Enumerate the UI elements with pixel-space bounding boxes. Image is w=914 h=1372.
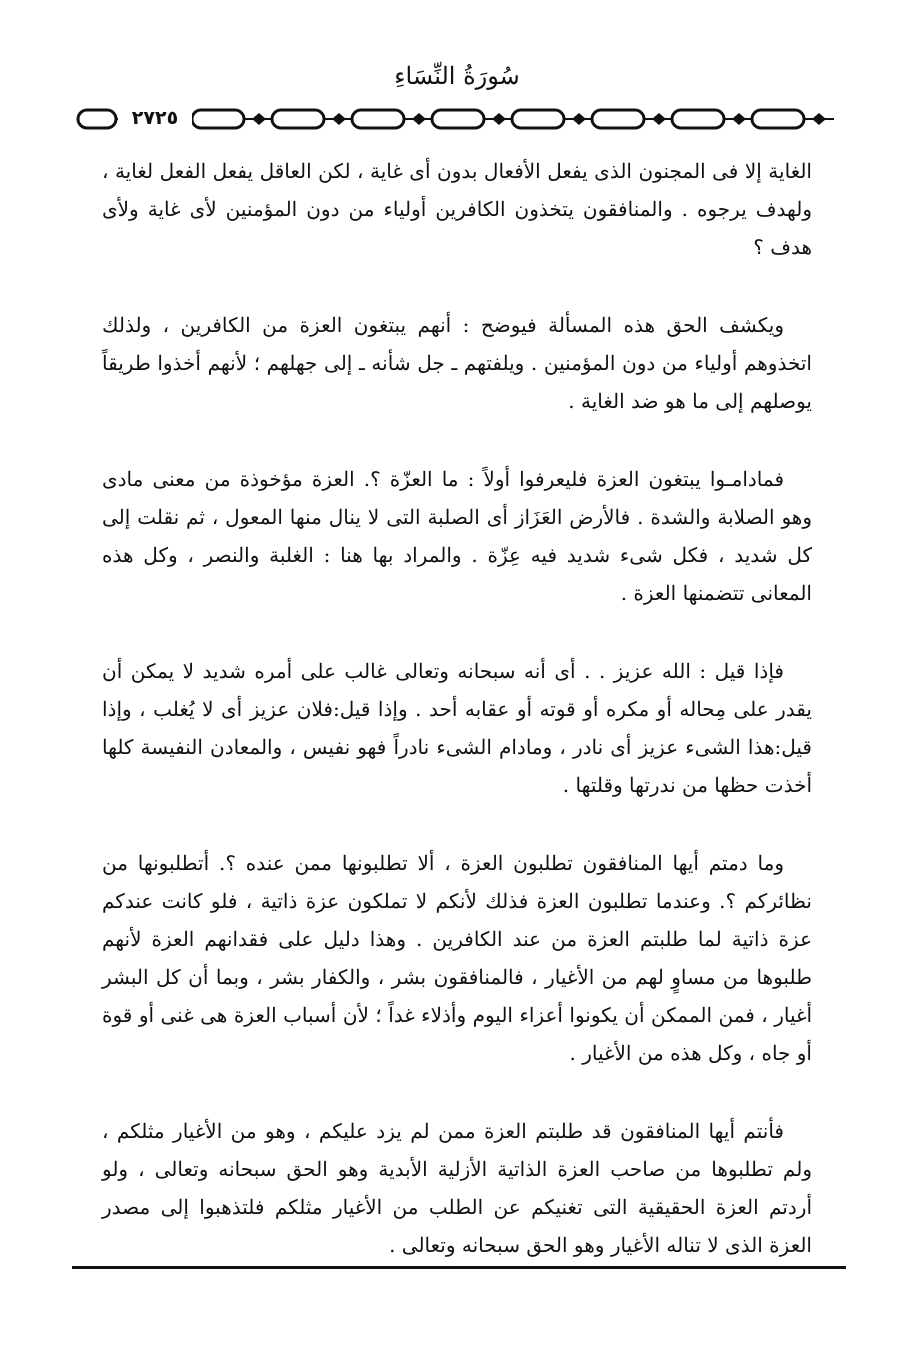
page-number: ٢٧٢٥	[118, 104, 192, 132]
surah-title: سُورَةُ النِّسَاءِ	[394, 62, 520, 90]
paragraph: فأنتم أيها المنافقون قد طلبتم العزة ممن لم يزد عليكم ، وهو من الأغيار مثلكم ، ولم تطلبوها من صاحب العزة الذاتية الأزلية الأبدية وهو الحق سبحانه وتعالى ، ولو أردتم العزة الحقيقية التى تغنيكم عن الطلب من الأغيار مثلكم فلتذهبوا إلى مصدر العزة الذى لا تناله الأغيار وهو الحق سبحانه وتعالى .	[102, 1119, 812, 1257]
paragraph: فمادامـوا يبتغون العزة فليعرفوا أولاً : ما العزّة ؟. العزة مؤخوذة من معنى مادى وهو الصلابة والشدة . فالأرض العَزَاز أى الصلبة التى لا ينال منها المعول ، ثم نقلت إلى كل شديد ، فكل شىء شديد فيه عِزّة . والمراد بها هنا : الغلبة والنصر ، وكل هذه المعانى تتضمنها العزة .	[102, 467, 812, 605]
body-text	[102, 152, 812, 1304]
paragraph: وما دمتم أيها المنافقون تطلبون العزة ، ألا تطلبونها ممن عنده ؟. أتطلبونها من نظائركم ؟. وعندما تطلبون العزة فذلك لأنكم لا تملكون عزة ذاتية ، فلو كانت عندكم عزة ذاتية لما طلبتم العزة من عند الكافرين . وهذا دليل على فقدانهم العزة لأنهم طلبوها من مساوٍ لهم من الأغيار ، فالمنافقون بشر ، والكفار بشر ، وبما أن كل البشر أغيار ، فمن الممكن أن يكونوا أعزاء اليوم وأذلاء غداً ؛ لأن أسباب العزة هى غنى أو قوة أو جاه ، وكل هذه من الأغيار .	[102, 851, 813, 1065]
paragraph: ويكشف الحق هذه المسألة فيوضح : أنهم يبتغون العزة من الكافرين ، ولذلك اتخذوهم أولياء من دون المؤمنين . ويلفتهم ـ جل شأنه ـ إلى جهلهم ؛ لأنهم أخذوا طريقاً يوصلهم إلى ما هو ضد الغاية .	[102, 313, 812, 413]
paragraph: الغاية إلا فى المجنون الذى يفعل الأفعال بدون أى غاية ، لكن العاقل يفعل الفعل لغاية ، ولهدف يرجوه . والمنافقون يتخذون الكافرين أولياء من دون المؤمنين لأى غاية ولأى هدف ؟	[102, 159, 812, 259]
bottom-divider	[72, 1266, 846, 1269]
paragraph: فإذا قيل : الله عزيز . . أى أنه سبحانه وتعالى غالب على أمره شديد لا يمكن أن يقدر على مِحاله أو مكره أو قوته أو عقابه أحد . وإذا قيل:فلان عزيز أى لا يُغلب ، وإذا قيل:هذا الشىء عزيز أى نادر ، ومادام الشىء نادراً فهو نفيس ، والمعادن النفيسة كلها أخذت حظها من ندرتها وقلتها .	[102, 659, 812, 797]
